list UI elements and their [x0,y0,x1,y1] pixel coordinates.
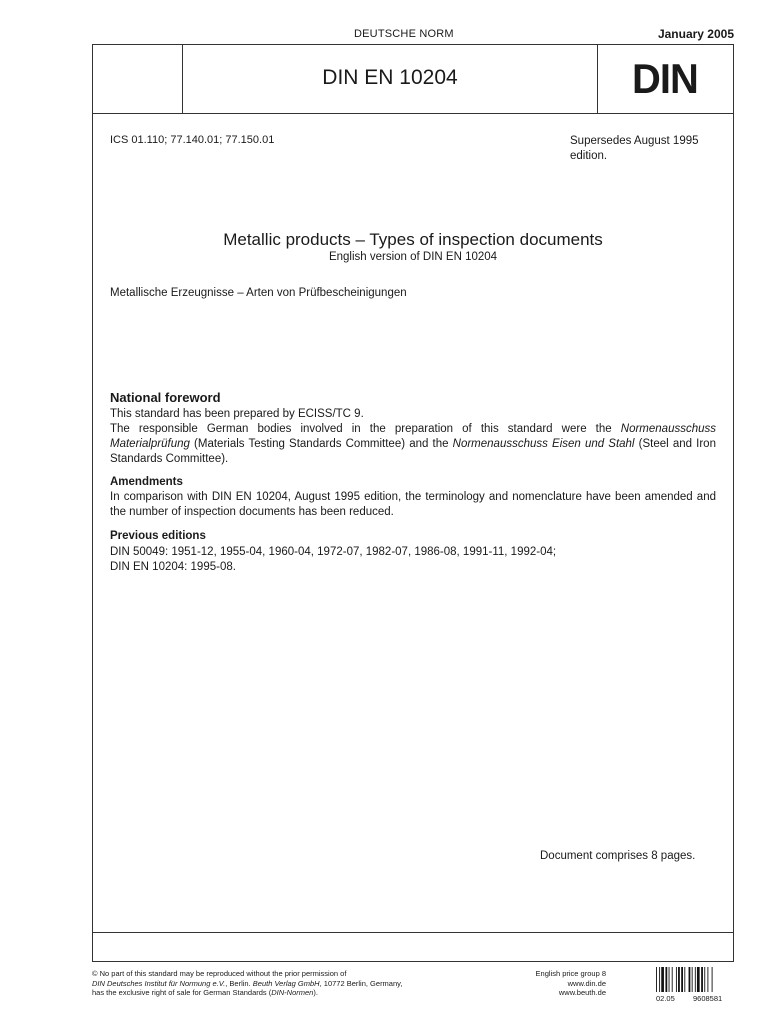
nf-p2-e: (Steel and Iron Standards Committee). [110,438,716,465]
beuth-url[interactable]: www.beuth.de [558,988,606,997]
supersedes-line-1: Supersedes August 1995 [570,135,699,147]
supersedes-note [570,134,730,164]
din-logo: DIN [632,55,698,102]
document-subtitle: English version of DIN EN 10204 [328,251,498,263]
price-and-urls [510,969,606,998]
national-foreword-p2 [110,422,716,467]
amendments-heading: Amendments [110,476,183,488]
previous-editions-text [110,545,716,575]
copyright-line-1: © No part of this standard may be reproduced without the prior permission of [92,969,347,978]
barcode-number-left: 02.05 [656,994,675,1003]
copyright-din-normen: DIN-Normen [271,988,314,997]
footer-divider [92,932,734,933]
price-group: English price group 8 [535,969,606,978]
top-label: DEUTSCHE NORM [354,28,454,40]
amendments-text: In comparison with DIN EN 10204, August 1995 edition, the terminology and nomenclature have been amended and the number of inspection documents has been reduced. [110,491,716,518]
copyright-notice [92,969,512,998]
nf-committee-2: Normenausschuss Eisen und Stahl [452,438,635,450]
supersedes-line-2: edition. [570,150,608,162]
header-divider-right [597,44,598,114]
national-foreword-p1: This standard has been prepared by ECISS/TC 9. [110,408,364,420]
copyright-3c: ). [313,988,318,997]
ics-codes: ICS 01.110; 77.140.01; 77.150.01 [110,134,275,146]
previous-editions-line-1: DIN 50049: 1951-12, 1955-04, 1960-04, 1972-07, 1982-07, 1986-08, 1991-11, 1992-04; [110,546,557,558]
page-count-note: Document comprises 8 pages. [540,850,696,862]
nf-p2-c: (Materials Testing Standards Committee) and the [189,438,453,450]
previous-editions-line-2: DIN EN 10204: 1995-08. [110,561,236,573]
document-number: DIN EN 10204 [322,66,458,89]
previous-editions-heading: Previous editions [110,530,206,542]
copyright-2d: , 10772 Berlin, Germany, [319,978,403,988]
nf-p2-a: The responsible German bodies involved in the preparation of this standard were the [110,423,621,435]
copyright-beuth: Beuth Verlag GmbH [252,978,320,988]
din-url[interactable]: www.din.de [567,978,606,988]
barcode-number-right: 9608581 [693,994,723,1003]
copyright-din: DIN Deutsches Institut für Normung e.V. [92,978,226,988]
copyright-line-3 [92,988,512,998]
copyright-line-2 [92,979,512,989]
german-title: Metallische Erzeugnisse – Arten von Prüfbescheinigungen [110,287,407,299]
copyright-2b: , Berlin. [225,978,253,988]
nf-committee-1: Normenausschuss Materialprüfung [110,423,716,450]
copyright-3a: has the exclusive right of sale for German Standards ( [92,988,272,997]
document-title: Metallic products – Types of inspection documents [223,230,603,249]
national-foreword-heading: National foreword [110,390,221,405]
issue-date: January 2005 [657,27,734,41]
barcode-icon [656,967,734,992]
